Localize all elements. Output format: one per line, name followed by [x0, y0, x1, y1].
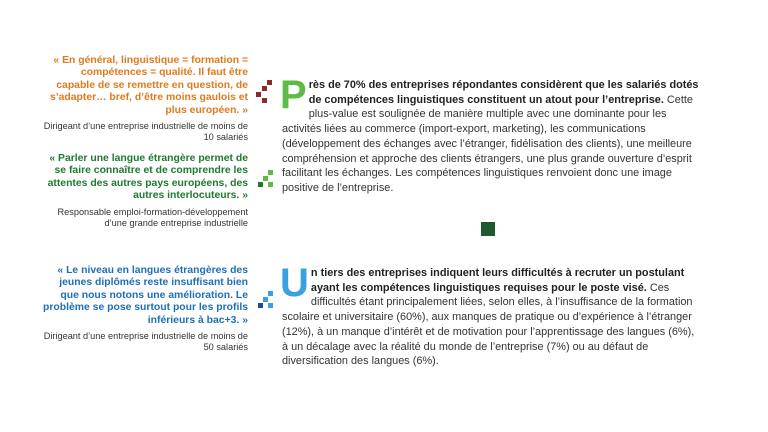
deco-square — [268, 291, 273, 296]
deco-square — [267, 80, 272, 85]
quote-attribution: Dirigeant d’une entreprise industrielle de moins de 10 salariés — [43, 121, 248, 143]
deco-square — [268, 182, 273, 187]
deco-square — [258, 303, 263, 308]
deco-square — [262, 86, 267, 91]
quote-text: « Parler une langue étrangère permet de se faire connaître et de comprendre les attentes des autres pays européens, des autres interlocuteurs. » — [47, 153, 248, 202]
quote-attribution: Responsable emploi-formation-développement d’une grande entreprise industrielle — [57, 206, 248, 228]
deco-square — [268, 170, 273, 175]
paragraph-2 — [280, 261, 702, 369]
deco-square — [263, 297, 268, 302]
paragraph-body: Cette plus-value est soulignée de manière multiple avec une dominante pour les activités liées au commerce (import-export, marketing), les communications (développement des échanges avec l’étranger, fidélisation des clients), une meilleure compréhension et approche des clients étrangers, une plus grande ouverture d’esprit facilitant les échanges. Les compétences linguistiques renvoient donc une image positive de l’entreprise. — [282, 93, 693, 194]
deco-square — [263, 176, 268, 181]
deco-square — [258, 182, 263, 187]
dropcap: P — [280, 73, 307, 117]
paragraph-1 — [280, 73, 702, 196]
paragraph-lead: n tiers des entreprises indiquent leurs difficultés à recruter un postulant ayant les compétences linguistiques requises pour le poste visé. — [310, 267, 685, 294]
deco-square — [256, 92, 261, 97]
dropcap: U — [280, 261, 309, 305]
quote-block-2 — [40, 153, 248, 229]
paragraph-lead: rès de 70% des entreprises répondantes considèrent que les salariés dotés de compétences linguistiques constituent un atout pour l’entreprise. — [308, 79, 699, 106]
deco-square — [262, 98, 267, 103]
paragraph-body: Ces difficultés étant principalement liées, selon elles, à l’insuffisance de la formation scolaire et universitaire (60%), aux manques de pratique ou d’expérience à l’étranger (12%), à un manque d’intérêt et de motivation pour l’apprentissage des langues (6%), à un décalage avec la réalité du monde de l’entreprise (7%) ou au défaut de diversification des langues (6%). — [282, 281, 695, 368]
quote-attribution: Dirigeant d’une entreprise industrielle de moins de 50 salariés — [43, 331, 248, 353]
quote-text: « En général, linguistique = formation = compétences = qualité. Il faut être capable de se remettre en question, de s’adapter… bref, d’être moins gaulois et plus européen. » — [49, 55, 248, 116]
quote-text: « Le niveau en langues étrangères des jeunes diplômés reste insuffisant bien que nous notons une amélioration. Le problème se pose surtout pour les profils inférieurs à bac+3. » — [43, 265, 248, 326]
quote-block-1 — [40, 55, 248, 143]
deco-square — [268, 303, 273, 308]
quote-block-3 — [40, 265, 248, 353]
divider-square — [481, 222, 495, 236]
